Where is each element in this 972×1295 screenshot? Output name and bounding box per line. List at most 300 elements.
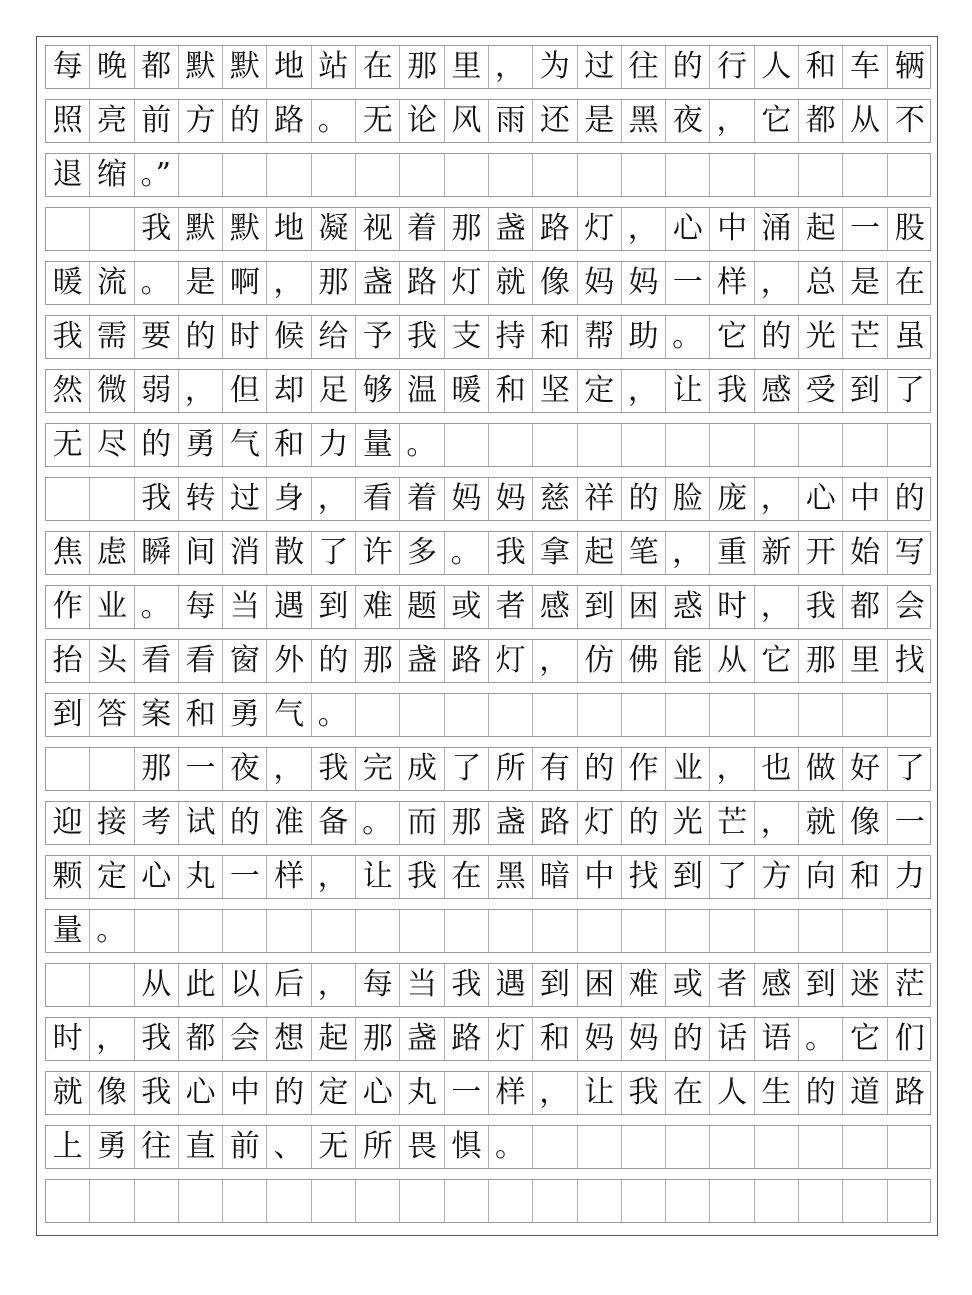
grid-cell: 无	[356, 100, 400, 142]
grid-cell: 后	[267, 964, 311, 1006]
grid-cell: 都	[179, 1018, 223, 1060]
grid-cell: 当	[400, 964, 444, 1006]
grid-row	[45, 1179, 931, 1223]
grid-cell: 缩	[90, 154, 134, 196]
grid-cell	[445, 154, 489, 196]
grid-cell: 向	[799, 856, 843, 898]
grid-cell: 助	[622, 316, 666, 358]
grid-cell: 一	[179, 748, 223, 790]
grid-cell: 量	[356, 424, 400, 466]
grid-cell: 到	[578, 586, 622, 628]
grid-cell	[710, 154, 754, 196]
grid-cell: 外	[267, 640, 311, 682]
grid-cell: 的	[267, 1072, 311, 1114]
grid-cell	[223, 1180, 267, 1222]
grid-cell: 然	[46, 370, 90, 412]
grid-cell	[843, 1126, 887, 1168]
grid-cell: 需	[90, 316, 134, 358]
grid-cell: 灯	[578, 208, 622, 250]
grid-cell: 和	[533, 316, 577, 358]
grid-cell: 找	[894, 643, 925, 678]
grid-cell: 我	[135, 208, 179, 250]
grid-cell: 想	[267, 1018, 311, 1060]
grid-cell: 夜	[223, 748, 267, 790]
grid-cell	[666, 694, 710, 736]
grid-cell: 方	[179, 100, 223, 142]
grid-cell: 样	[267, 856, 311, 898]
grid-cell	[312, 1180, 356, 1222]
grid-cell	[445, 1180, 489, 1222]
grid-cell: 准	[267, 802, 311, 844]
grid-cell	[799, 154, 843, 196]
grid-cell: 微	[90, 370, 134, 412]
grid-row	[45, 1017, 931, 1061]
grid-row	[45, 369, 931, 413]
grid-cell: 。	[400, 424, 444, 466]
grid-cell	[755, 154, 799, 196]
grid-cell: 话	[710, 1018, 754, 1060]
grid-cell	[622, 154, 666, 196]
grid-cell: 。	[135, 586, 179, 628]
grid-cell: 妈	[622, 262, 666, 304]
grid-cell: ，	[312, 964, 356, 1006]
grid-cell	[533, 694, 577, 736]
grid-cell: 雨	[489, 100, 533, 142]
grid-cell	[755, 1126, 799, 1168]
grid-cell: 啊	[223, 262, 267, 304]
grid-cell: ，	[267, 748, 311, 790]
grid-cell	[489, 1180, 533, 1222]
grid-cell: ，	[755, 478, 799, 520]
grid-cell: 那	[400, 46, 444, 88]
grid-cell: 盏	[489, 802, 533, 844]
grid-cell	[888, 1180, 932, 1222]
grid-cell	[312, 910, 356, 952]
grid-cell: 不	[894, 103, 925, 138]
grid-cell: 间	[179, 532, 223, 574]
grid-cell: 祥	[578, 478, 622, 520]
grid-cell: 还	[533, 100, 577, 142]
grid-cell: 凝	[312, 208, 356, 250]
grid-cell	[489, 154, 533, 196]
grid-row	[45, 99, 931, 143]
grid-cell: 盏	[400, 640, 444, 682]
grid-cell: 、	[267, 1126, 311, 1168]
grid-cell: 坚	[533, 370, 577, 412]
grid-cell: 找	[622, 856, 666, 898]
grid-cell: 光	[666, 802, 710, 844]
grid-cell: 了	[710, 856, 754, 898]
grid-cell: 像	[843, 802, 887, 844]
grid-cell: 。”	[135, 154, 179, 196]
grid-row	[45, 693, 931, 737]
grid-cell: ，	[533, 1072, 577, 1114]
grid-cell	[666, 154, 710, 196]
grid-cell: 妈	[489, 478, 533, 520]
grid-cell: 从	[710, 640, 754, 682]
grid-cell: 样	[489, 1072, 533, 1114]
grid-cell: 瞬	[135, 532, 179, 574]
grid-cell: 抬	[46, 640, 90, 682]
grid-cell: 难	[622, 964, 666, 1006]
grid-cell: 路	[445, 1018, 489, 1060]
grid-cell	[356, 1180, 400, 1222]
grid-cell: ，	[666, 532, 710, 574]
grid-cell: 力	[894, 859, 925, 894]
grid-cell: 心	[799, 478, 843, 520]
grid-row	[45, 747, 931, 791]
grid-cell	[888, 910, 932, 952]
grid-cell	[46, 208, 90, 250]
grid-cell: 焦	[46, 532, 90, 574]
grid-cell	[622, 1180, 666, 1222]
grid-cell: ，	[312, 856, 356, 898]
grid-cell	[843, 694, 887, 736]
grid-cell: 中	[843, 478, 887, 520]
grid-cell: 感	[755, 370, 799, 412]
grid-cell: 的	[666, 1018, 710, 1060]
grid-cell	[489, 694, 533, 736]
grid-row	[45, 477, 931, 521]
grid-cell: 中	[223, 1072, 267, 1114]
grid-cell: 芒	[843, 316, 887, 358]
grid-cell: 过	[578, 46, 622, 88]
grid-cell: 灯	[578, 802, 622, 844]
grid-cell	[843, 910, 887, 952]
grid-cell: 窗	[223, 640, 267, 682]
grid-cell: ，	[267, 262, 311, 304]
grid-cell: 让	[578, 1072, 622, 1114]
grid-cell	[267, 1180, 311, 1222]
grid-cell: 路	[533, 802, 577, 844]
grid-cell: 许	[356, 532, 400, 574]
grid-cell: 我	[799, 586, 843, 628]
grid-cell	[799, 1180, 843, 1222]
grid-cell: 过	[223, 478, 267, 520]
grid-cell: 默	[179, 46, 223, 88]
grid-cell: 往	[622, 46, 666, 88]
grid-cell	[578, 424, 622, 466]
grid-cell	[755, 694, 799, 736]
grid-cell	[179, 1180, 223, 1222]
grid-cell: 到	[799, 964, 843, 1006]
grid-cell: 。	[312, 694, 356, 736]
grid-cell: 温	[400, 370, 444, 412]
grid-cell	[489, 424, 533, 466]
grid-cell: 重	[710, 532, 754, 574]
grid-cell: 灯	[489, 640, 533, 682]
grid-cell: 道	[843, 1072, 887, 1114]
grid-cell: 起	[578, 532, 622, 574]
grid-cell: 在	[894, 265, 925, 300]
grid-cell: 了	[312, 532, 356, 574]
grid-cell: 做	[799, 748, 843, 790]
grid-cell: 的	[578, 748, 622, 790]
grid-cell: 它	[843, 1018, 887, 1060]
grid-cell: 弱	[135, 370, 179, 412]
grid-cell: 到	[533, 964, 577, 1006]
grid-cell: 所	[356, 1126, 400, 1168]
grid-cell: 的	[755, 316, 799, 358]
grid-cell: 备	[312, 802, 356, 844]
grid-cell: 时	[46, 1018, 90, 1060]
grid-cell: 一	[445, 1072, 489, 1114]
grid-cell: 暖	[46, 262, 90, 304]
grid-cell: 让	[356, 856, 400, 898]
grid-cell: 中	[710, 208, 754, 250]
grid-cell	[710, 1126, 754, 1168]
grid-cell	[578, 694, 622, 736]
grid-cell: 心	[135, 856, 179, 898]
grid-cell: 样	[710, 262, 754, 304]
grid-cell: 一	[894, 805, 925, 840]
grid-cell: 无	[312, 1126, 356, 1168]
grid-cell: ，	[755, 802, 799, 844]
grid-cell	[445, 694, 489, 736]
grid-cell	[710, 694, 754, 736]
grid-cell: 候	[267, 316, 311, 358]
grid-cell: 给	[312, 316, 356, 358]
grid-cell	[666, 1126, 710, 1168]
grid-cell: 的	[135, 424, 179, 466]
grid-cell	[135, 1180, 179, 1222]
grid-cell	[179, 154, 223, 196]
grid-cell	[356, 694, 400, 736]
grid-cell	[843, 1180, 887, 1222]
grid-cell: 里	[445, 46, 489, 88]
grid-cell: 妈	[578, 262, 622, 304]
grid-cell: 晚	[90, 46, 134, 88]
grid-row	[45, 315, 931, 359]
grid-cell	[888, 154, 932, 196]
grid-cell: 默	[223, 208, 267, 250]
grid-cell: 够	[356, 370, 400, 412]
grid-cell: 能	[666, 640, 710, 682]
grid-cell: 它	[755, 100, 799, 142]
grid-cell: 一	[843, 208, 887, 250]
grid-cell: 。	[356, 802, 400, 844]
grid-cell: 勇	[223, 694, 267, 736]
grid-cell	[46, 478, 90, 520]
grid-cell: 头	[90, 640, 134, 682]
grid-cell: 每	[179, 586, 223, 628]
grid-cell	[223, 154, 267, 196]
grid-cell: 定	[578, 370, 622, 412]
grid-cell: 有	[533, 748, 577, 790]
grid-cell: 每	[356, 964, 400, 1006]
grid-cell: 都	[135, 46, 179, 88]
grid-cell: 就	[46, 1072, 90, 1114]
grid-cell	[223, 910, 267, 952]
grid-cell: 始	[843, 532, 887, 574]
grid-cell	[710, 424, 754, 466]
grid-cell	[799, 424, 843, 466]
grid-cell: ，	[179, 370, 223, 412]
grid-cell: 人	[710, 1072, 754, 1114]
grid-cell: 成	[400, 748, 444, 790]
grid-cell: 。	[90, 910, 134, 952]
grid-cell: 上	[46, 1126, 90, 1168]
grid-cell: 那	[445, 208, 489, 250]
grid-cell: 心	[356, 1072, 400, 1114]
grid-cell	[622, 424, 666, 466]
grid-cell: 作	[46, 586, 90, 628]
grid-cell: 夜	[666, 100, 710, 142]
grid-cell: 作	[622, 748, 666, 790]
grid-cell: 从	[843, 100, 887, 142]
grid-cell: 方	[755, 856, 799, 898]
grid-cell: 灯	[489, 1018, 533, 1060]
grid-cell: 而	[400, 802, 444, 844]
grid-cell	[312, 154, 356, 196]
grid-cell	[622, 1126, 666, 1168]
grid-cell: 路	[533, 208, 577, 250]
grid-cell: 起	[799, 208, 843, 250]
grid-cell: 都	[843, 586, 887, 628]
grid-cell: 每	[46, 46, 90, 88]
grid-cell: 散	[267, 532, 311, 574]
grid-cell	[90, 748, 134, 790]
grid-cell: 但	[223, 370, 267, 412]
grid-cell: 和	[843, 856, 887, 898]
grid-cell	[799, 910, 843, 952]
grid-cell	[578, 1180, 622, 1222]
grid-cell: 看	[356, 478, 400, 520]
grid-cell: ，	[489, 46, 533, 88]
grid-cell: 盏	[400, 1018, 444, 1060]
grid-cell: ，	[710, 100, 754, 142]
grid-cell: 让	[666, 370, 710, 412]
grid-cell: 就	[799, 802, 843, 844]
grid-cell	[400, 910, 444, 952]
grid-cell: 流	[90, 262, 134, 304]
grid-cell: 那	[356, 1018, 400, 1060]
grid-row	[45, 423, 931, 467]
grid-cell: 芒	[710, 802, 754, 844]
grid-cell	[666, 1180, 710, 1222]
grid-cell	[179, 910, 223, 952]
grid-cell: 我	[46, 316, 90, 358]
grid-cell: 开	[799, 532, 843, 574]
grid-cell: 着	[400, 478, 444, 520]
grid-cell: 那	[445, 802, 489, 844]
grid-cell: 心	[179, 1072, 223, 1114]
grid-cell: 妈	[445, 478, 489, 520]
grid-row	[45, 207, 931, 251]
grid-cell: 路	[267, 100, 311, 142]
grid-cell: 我	[489, 532, 533, 574]
grid-cell	[666, 424, 710, 466]
grid-cell: 脸	[666, 478, 710, 520]
grid-cell: 像	[90, 1072, 134, 1114]
grid-cell: 笔	[622, 532, 666, 574]
grid-cell: 在	[666, 1072, 710, 1114]
grid-cell	[489, 910, 533, 952]
grid-cell: 路	[894, 1075, 925, 1110]
grid-cell: 的	[799, 1072, 843, 1114]
grid-cell	[888, 1126, 932, 1168]
grid-cell: 总	[799, 262, 843, 304]
grid-cell	[888, 424, 932, 466]
grid-cell: 了	[894, 373, 925, 408]
grid-cell: 迎	[46, 802, 90, 844]
grid-cell: 考	[135, 802, 179, 844]
grid-cell: 以	[223, 964, 267, 1006]
grid-cell: 着	[400, 208, 444, 250]
grid-cell: 。	[666, 316, 710, 358]
grid-cell	[533, 910, 577, 952]
grid-cell	[843, 424, 887, 466]
grid-cell	[135, 910, 179, 952]
grid-cell: 论	[400, 100, 444, 142]
grid-row	[45, 153, 931, 197]
grid-cell: 。	[799, 1018, 843, 1060]
grid-cell: 支	[445, 316, 489, 358]
grid-cell: 默	[223, 46, 267, 88]
grid-cell: 题	[400, 586, 444, 628]
grid-cell	[400, 154, 444, 196]
grid-cell: 时	[710, 586, 754, 628]
grid-cell	[90, 1180, 134, 1222]
grid-cell: 直	[179, 1126, 223, 1168]
grid-cell: 暗	[533, 856, 577, 898]
grid-cell: 辆	[894, 49, 925, 84]
grid-cell: 无	[46, 424, 90, 466]
grid-cell	[267, 154, 311, 196]
grid-cell: 的	[622, 802, 666, 844]
grid-cell: 困	[578, 964, 622, 1006]
grid-cell: 和	[489, 370, 533, 412]
grid-cell	[755, 1180, 799, 1222]
grid-cell: 仿	[578, 640, 622, 682]
grid-row	[45, 1125, 931, 1169]
grid-cell: 庞	[710, 478, 754, 520]
grid-cell: 就	[489, 262, 533, 304]
grid-cell: 我	[400, 316, 444, 358]
grid-cell: 的	[894, 481, 925, 516]
grid-cell: 业	[90, 586, 134, 628]
grid-cell: 我	[710, 370, 754, 412]
grid-cell: 和	[267, 424, 311, 466]
grid-cell: 那	[312, 262, 356, 304]
grid-cell: 们	[894, 1021, 925, 1056]
grid-cell: 在	[445, 856, 489, 898]
grid-cell: 和	[799, 46, 843, 88]
grid-cell: 惑	[666, 586, 710, 628]
grid-cell: 路	[400, 262, 444, 304]
grid-cell: 丸	[400, 1072, 444, 1114]
grid-cell	[46, 964, 90, 1006]
grid-cell: 起	[312, 1018, 356, 1060]
grid-cell	[533, 1126, 577, 1168]
grid-cell	[578, 910, 622, 952]
grid-cell: 写	[894, 535, 925, 570]
grid-cell: 。	[445, 532, 489, 574]
grid-cell: 退	[46, 154, 90, 196]
grid-cell	[533, 154, 577, 196]
grid-cell: 会	[894, 589, 925, 624]
grid-cell: 或	[445, 586, 489, 628]
grid-cell: 。	[312, 100, 356, 142]
grid-cell: 转	[179, 478, 223, 520]
grid-cell: 或	[666, 964, 710, 1006]
grid-cell: 在	[356, 46, 400, 88]
grid-cell: 感	[533, 586, 577, 628]
grid-cell: 者	[489, 586, 533, 628]
grid-cell: 行	[710, 46, 754, 88]
grid-cell: 心	[666, 208, 710, 250]
grid-cell: 定	[312, 1072, 356, 1114]
